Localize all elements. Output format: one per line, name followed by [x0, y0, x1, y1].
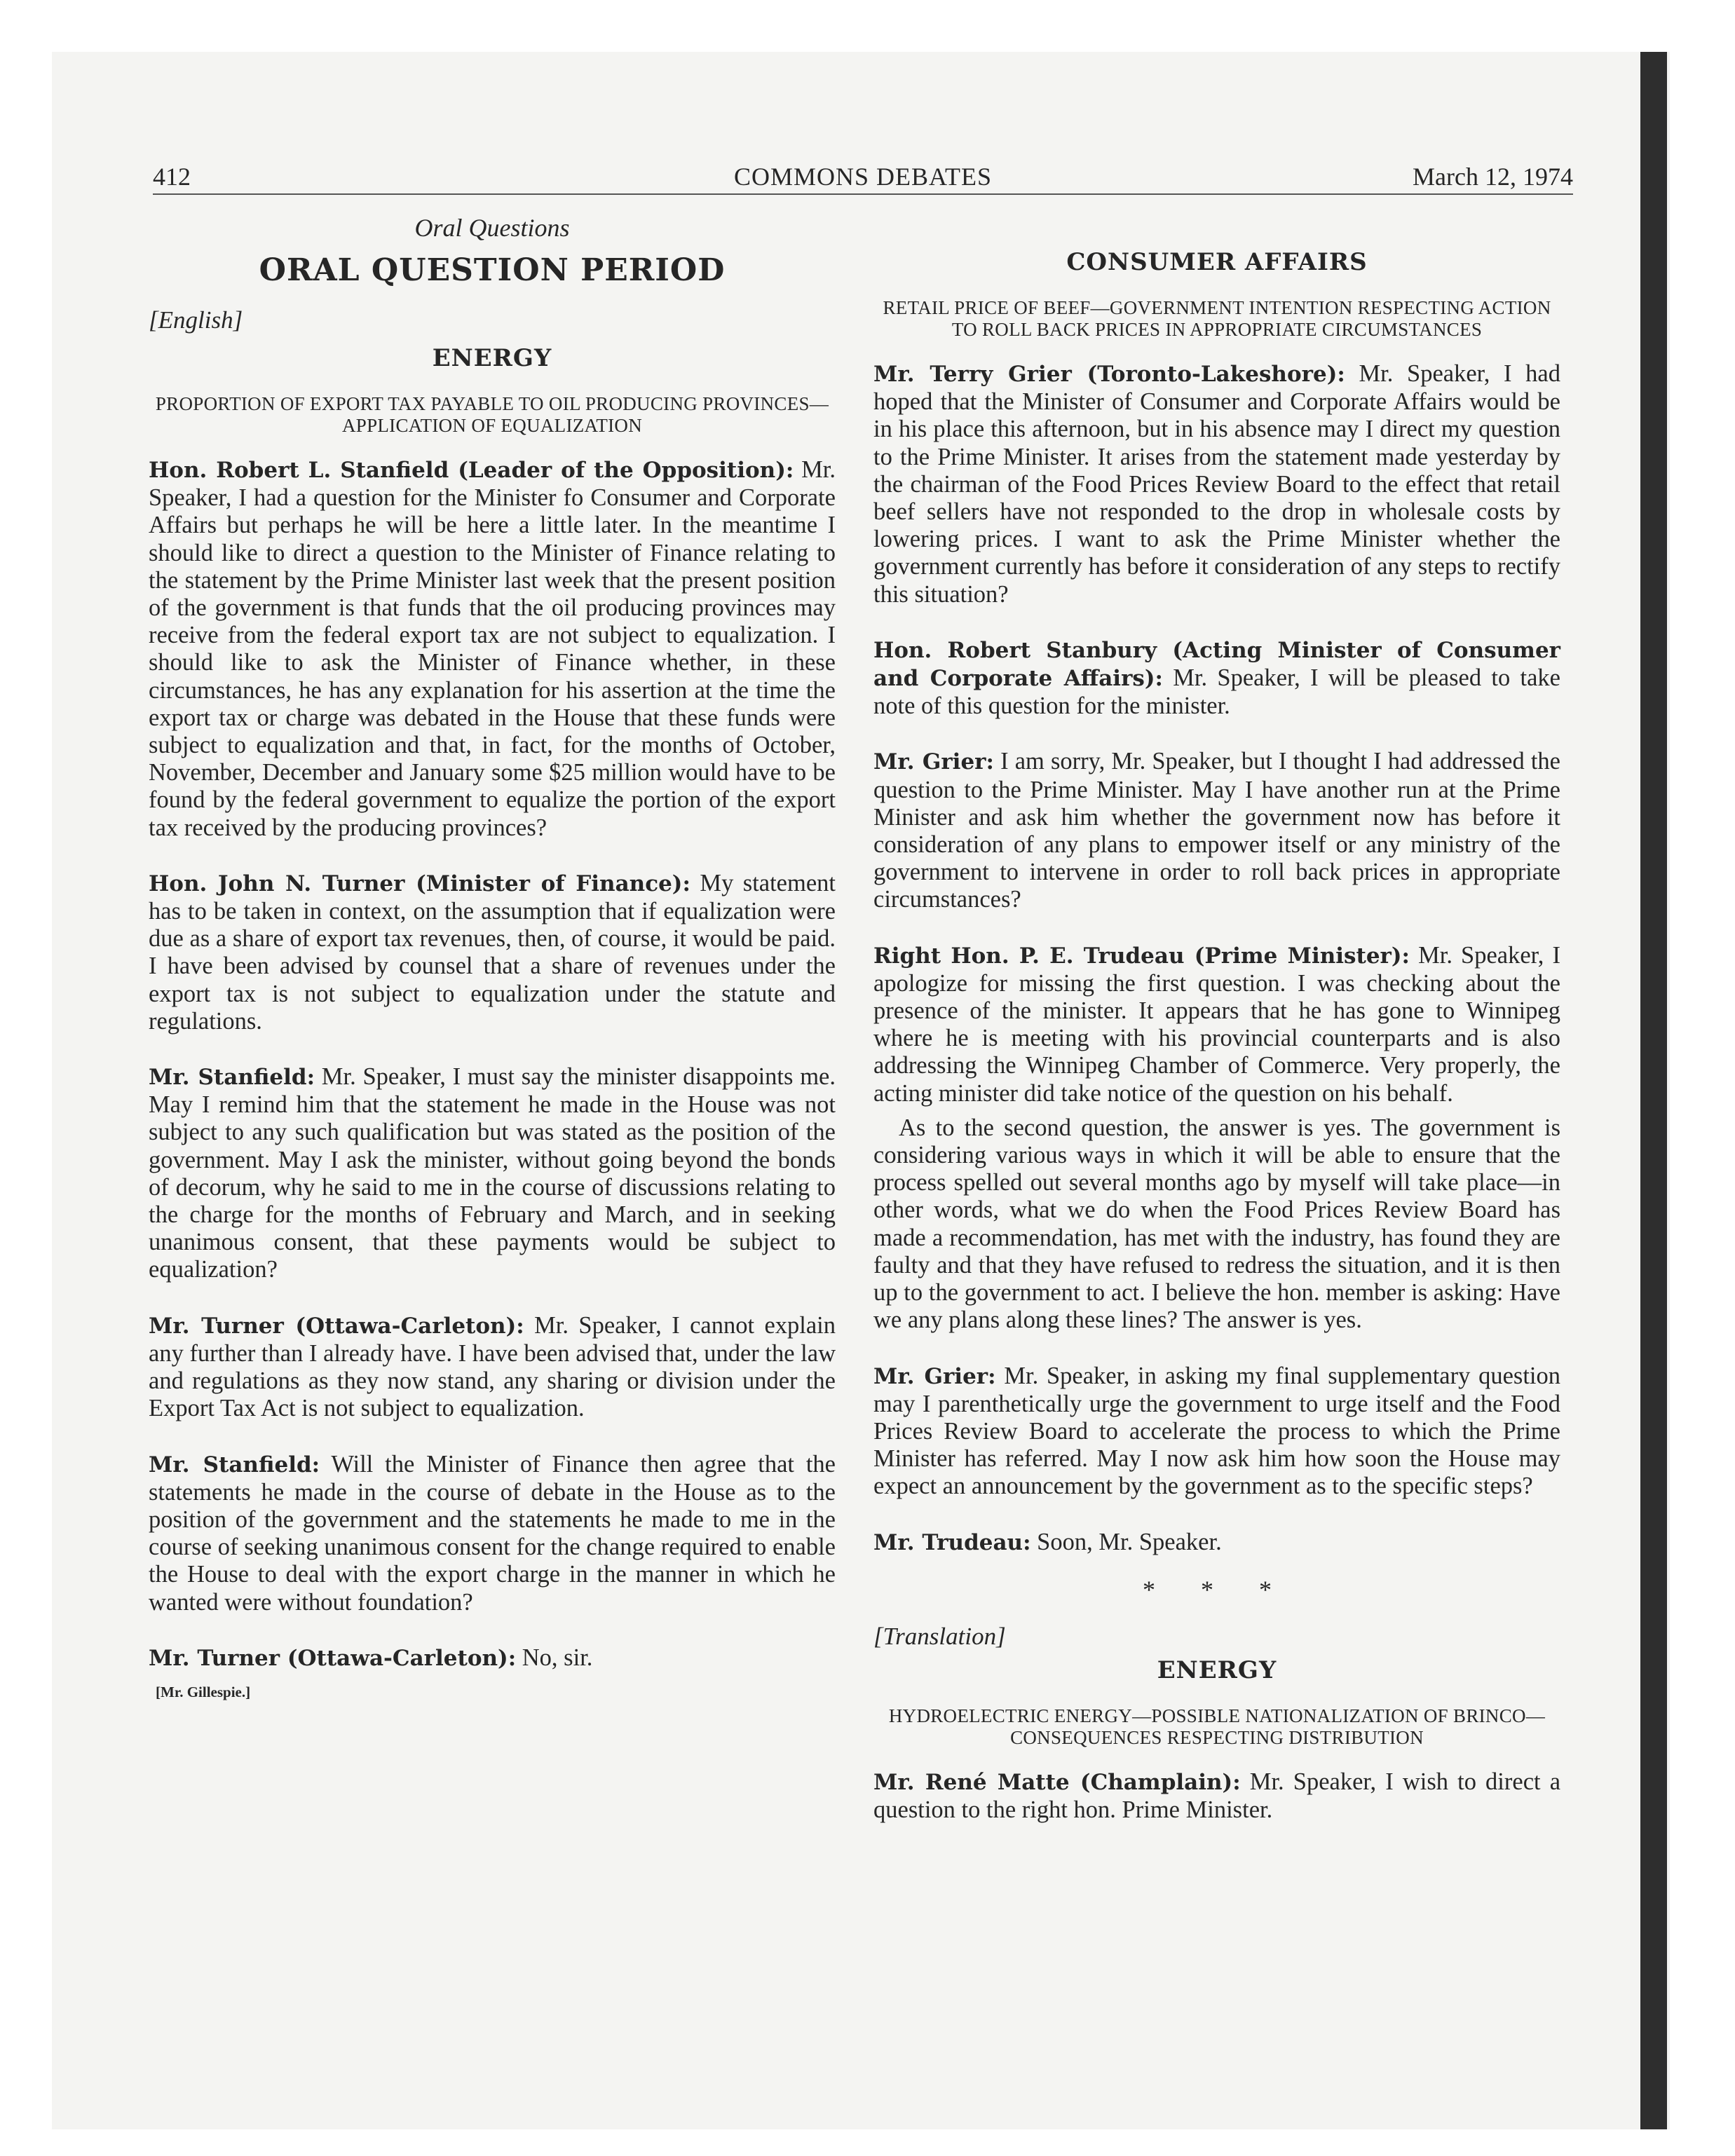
speaker-name: Mr. Grier: — [873, 749, 994, 775]
page-number: 412 — [153, 163, 191, 191]
topic-heading: HYDROELECTRIC ENERGY—POSSIBLE NATIONALIZATION OF BRINCO—CONSEQUENCES RESPECTING DISTRIBUTION — [888, 1705, 1546, 1748]
section-sub-label: Oral Questions — [414, 214, 570, 242]
left-column — [149, 203, 836, 1701]
speech-text: Will the Minister of Finance then agree that the statements he made in the course of debate in the House as to the position of the government and the statements he made to me in the course of seeking unanimous consent for the change required to enable the House to deal with the export charge in the manner in which he wanted were without foundation? — [149, 1450, 836, 1616]
speech-text: I am sorry, Mr. Speaker, but I thought I had addressed the question to the Prime Minister. May I have another run at the Prime Minister and ask him whether the government now has before it consideration of any plans to empower itself or any ministry of the government to intervene in order to roll back prices in appropriate circumstances? — [873, 748, 1560, 913]
speech-paragraph — [873, 748, 1560, 913]
speaker-name: Mr. Terry Grier (Toronto-Lakeshore): — [873, 362, 1345, 387]
speech-text: As to the second question, the answer is yes. The government is considering various ways in which it will be able to ensure that the process spelled out several months ago by myself will take place—in other words, what we do when the Food Prices Review Board has made a recommendation, has met with the industry, has found they are faulty and that they have refused to redress the situation, and it is then up to the government to act. I believe the hon. member is asking: Have we any plans along these lines? The answer is yes. — [873, 1114, 1560, 1334]
speech-paragraph — [873, 360, 1560, 608]
language-marker: [English] — [149, 306, 243, 334]
speech-text: Mr. Speaker, I had a question for the Minister fo Consumer and Corporate Affairs but perhaps he will be here a little later. In the meantime I should like to direct a question to the Minister of Finance relating to the statement by the Prime Minister last week that the present position of the government is that funds that the oil producing provinces may receive from the federal export tax are not subject to equalization. I should like to ask the Minister of Finance whether, in these circumstances, he has any explanation for his assertion at the time the export tax or charge was debated in the House that these funds were subject to equalization and that, in fact, for the months of October, November, December and January some $25 million would have to be found by the federal government to equalize the portion of the export tax received by the producing provinces? — [149, 456, 836, 841]
speech-text: Mr. Speaker, in asking my final supplementary question may I parenthetically urge the government to urge itself and the Food Prices Review Board to accelerate the process to which the Prime Minister has referred. May I now ask him how soon the House may expect an announcement by the government as to the specific steps? — [873, 1362, 1561, 1500]
speaker-name: Mr. Stanfield: — [149, 1065, 315, 1091]
speech-text: Mr. Speaker, I will be pleased to take note of this question for the minister. — [873, 664, 1560, 720]
speaker-name: Mr. Turner (Ottawa-Carleton): — [149, 1313, 524, 1339]
speech-text: Mr. Speaker, I apologize for missing the first question. I was checking about the presence of the minister. It appears that he has gone to Winnipeg where he is meeting with his provincial counterparts and is also addressing the Winnipeg Chamber of Commerce. Very properly, the acting minister did take notice of the question on his behalf. — [873, 941, 1560, 1107]
topic-heading: PROPORTION OF EXPORT TAX PAYABLE TO OIL PRODUCING PROVINCES—APPLICATION OF EQUALIZATION — [155, 393, 829, 436]
speaker-name: Hon. Robert L. Stanfield (Leader of the Opposition): — [149, 458, 794, 483]
section-heading-consumer-affairs: CONSUMER AFFAIRS — [1066, 248, 1368, 276]
speech-paragraph — [873, 1529, 1560, 1557]
speech-text: Mr. Speaker, I had hoped that the Minister of Consumer and Corporate Affairs would be in his place this afternoon, but in his absence may I direct my question to the Prime Minister. It arises from the statement made yesterday by the chairman of the Food Prices Review Board to the effect that retail beef sellers have not responded to the drop in wholesale costs by lowering prices. I want to ask the Prime Minister whether the government currently has before it consideration of any steps to rectify this situation? — [873, 360, 1560, 608]
speech-paragraph — [149, 1451, 836, 1616]
publication-title: COMMONS DEBATES — [733, 163, 993, 191]
issue-date: March 12, 1974 — [1413, 163, 1573, 191]
binding-edge — [1640, 52, 1667, 2129]
speaker-name: Mr. Trudeau: — [873, 1529, 1031, 1555]
speech-paragraph — [873, 942, 1560, 1107]
speech-paragraph — [873, 1114, 1560, 1335]
running-header — [153, 160, 1573, 195]
section-heading-energy: ENERGY — [1157, 1656, 1277, 1684]
speech-paragraph — [149, 456, 836, 842]
speech-paragraph — [873, 1768, 1560, 1824]
speech-paragraph — [149, 1063, 836, 1284]
speaker-name: Hon. Robert Stanbury (Acting Minister of Consumer and Corporate Affairs): — [873, 637, 1560, 692]
speech-text: Mr. Speaker, I wish to direct a question to the right hon. Prime Minister. — [873, 1768, 1561, 1823]
speaker-name: Mr. Turner (Ottawa-Carleton): — [149, 1645, 517, 1671]
speech-paragraph — [149, 870, 836, 1035]
topic-heading: RETAIL PRICE OF BEEF—GOVERNMENT INTENTION RESPECTING ACTION TO ROLL BACK PRICES IN APPROPRIATE CIRCUMSTANCES — [883, 297, 1551, 340]
section-separator: * * * — [1143, 1575, 1291, 1604]
speech-paragraph — [149, 1312, 836, 1423]
speaker-name: Mr. Grier: — [873, 1363, 996, 1389]
speech-paragraph — [873, 636, 1560, 721]
language-marker: [Translation] — [873, 1622, 1006, 1650]
speaker-name: Hon. John N. Turner (Minister of Finance): — [149, 871, 690, 896]
speaker-name: Mr. René Matte (Champlain): — [873, 1769, 1241, 1795]
speech-text: Soon, Mr. Speaker. — [1030, 1528, 1222, 1555]
speech-text: No, sir. — [516, 1644, 593, 1671]
speaker-name: Right Hon. P. E. Trudeau (Prime Minister): — [873, 943, 1410, 969]
page-footnote: [Mr. Gillespie.] — [156, 1683, 251, 1700]
section-heading-energy: ENERGY — [432, 344, 552, 372]
speech-text: Mr. Speaker, I cannot explain any further than I already have. I have been advised that, under the law and regulations as they now stand, any sharing or division under the Export Tax Act is not subject to equalization. — [149, 1311, 836, 1422]
speech-paragraph — [873, 1363, 1560, 1501]
speech-text: My statement has to be taken in context, on the assumption that if equalization were due as a share of export tax revenues, then, of course, it would be paid. I have been advised by counsel that a share of revenues under the export tax is not subject to equalization under the statute and regulations. — [149, 869, 836, 1035]
right-column — [873, 203, 1560, 1852]
speech-paragraph — [149, 1644, 836, 1672]
speaker-name: Mr. Stanfield: — [149, 1452, 320, 1478]
main-heading: ORAL QUESTION PERIOD — [259, 252, 726, 288]
speech-text: Mr. Speaker, I must say the minister disappoints me. May I remind him that the statement he made in the House was not subject to any such qualification but was stated as the position of the government. May I ask the minister, without going beyond the bonds of decorum, why he said to me in the course of discussions relating to the charge for the months of February and March, and in seeking unanimous consent, that these payments would be subject to equalization? — [149, 1063, 836, 1283]
